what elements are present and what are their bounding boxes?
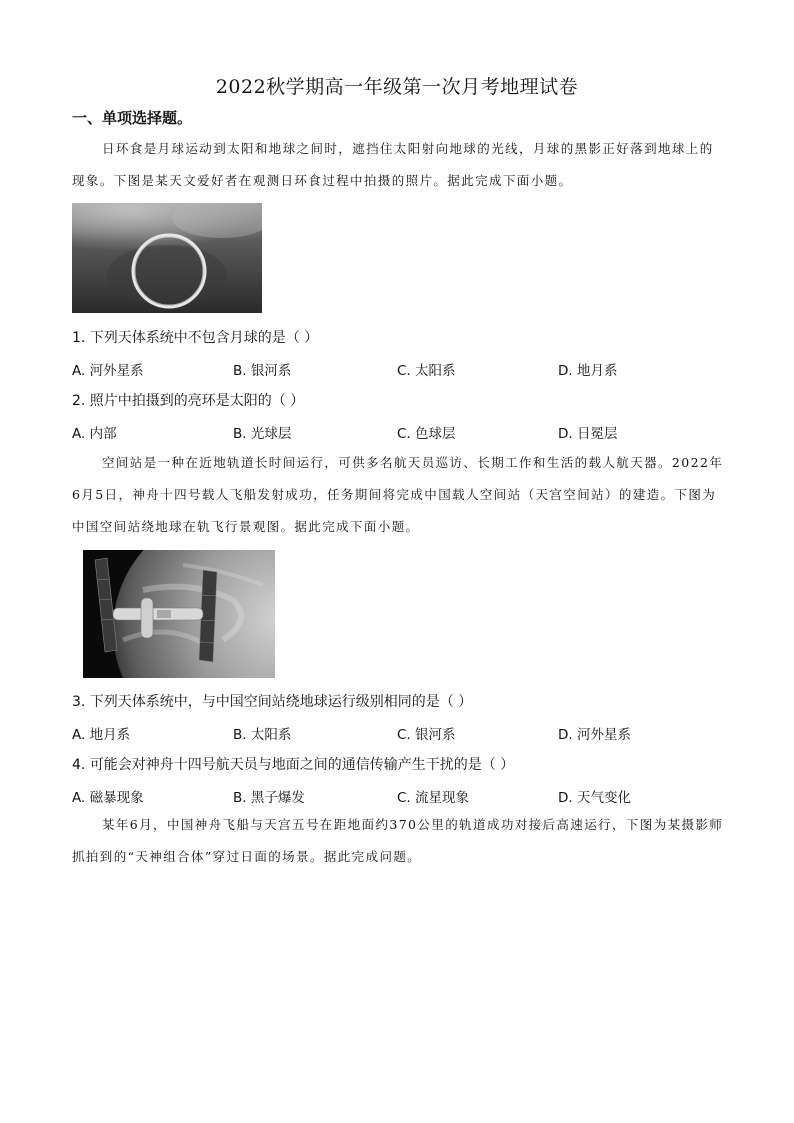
q3-option-a[interactable]: A. 地月系	[72, 727, 131, 743]
station-photo	[83, 550, 275, 678]
section-heading: 一、单项选择题。	[72, 109, 193, 127]
eclipse-image	[72, 203, 262, 313]
page-title: 2022秋学期高一年级第一次月考地理试卷	[215, 76, 579, 98]
q1-option-a[interactable]: A. 河外星系	[72, 363, 144, 379]
q1-option-c[interactable]: C. 太阳系	[397, 363, 456, 379]
q1-option-b[interactable]: B. 银河系	[233, 363, 292, 379]
eclipse-photo	[72, 203, 262, 313]
q2-option-c[interactable]: C. 色球层	[397, 426, 456, 442]
question-4-stem: 4. 可能会对神舟十四号航天员与地面之间的通信传输产生干扰的是（ ）	[72, 757, 515, 773]
question-2-stem: 2. 照片中拍摄到的亮环是太阳的（ ）	[72, 393, 305, 409]
passage-1: 日环食是月球运动到太阳和地球之间时，遮挡住太阳射向地球的光线，月球的黑影正好落到地球上的现象。下图是某天文爱好者在观测日环食过程中拍摄的照片。据此完成下面小题。	[72, 141, 714, 188]
q2-option-b[interactable]: B. 光球层	[233, 426, 292, 442]
q4-option-a[interactable]: A. 磁暴现象	[72, 790, 144, 806]
q4-option-c[interactable]: C. 流星现象	[397, 790, 470, 806]
q4-option-b[interactable]: B. 黑子爆发	[233, 790, 305, 806]
q3-option-d[interactable]: D. 河外星系	[558, 727, 631, 743]
q1-option-d[interactable]: D. 地月系	[558, 363, 618, 379]
question-1-stem: 1. 下列天体系统中不包含月球的是（ ）	[72, 330, 319, 346]
q2-option-a[interactable]: A. 内部	[72, 426, 117, 442]
passage-2: 空间站是一种在近地轨道长时间运行，可供多名航天员巡访、长期工作和生活的载人航天器。2022年6月5日，神舟十四号载人飞船发射成功，任务期间将完成中国载人空间站（天宫空间站）的建造。下图为中国空间站绕地球在轨飞行景观图。据此完成下面小题。	[72, 455, 724, 534]
passage-3: 某年6月，中国神舟飞船与天宫五号在距地面约370公里的轨道成功对接后高速运行，下图为某摄影师抓拍到的“天神组合体”穿过日面的场景。据此完成问题。	[72, 817, 724, 864]
question-3-stem: 3. 下列天体系统中，与中国空间站绕地球运行级别相同的是（ ）	[72, 694, 473, 710]
q4-option-d[interactable]: D. 天气变化	[558, 790, 631, 806]
q3-option-c[interactable]: C. 银河系	[397, 727, 456, 743]
station-image	[83, 550, 275, 678]
q3-option-b[interactable]: B. 太阳系	[233, 727, 292, 743]
q2-option-d[interactable]: D. 日冕层	[558, 426, 618, 442]
